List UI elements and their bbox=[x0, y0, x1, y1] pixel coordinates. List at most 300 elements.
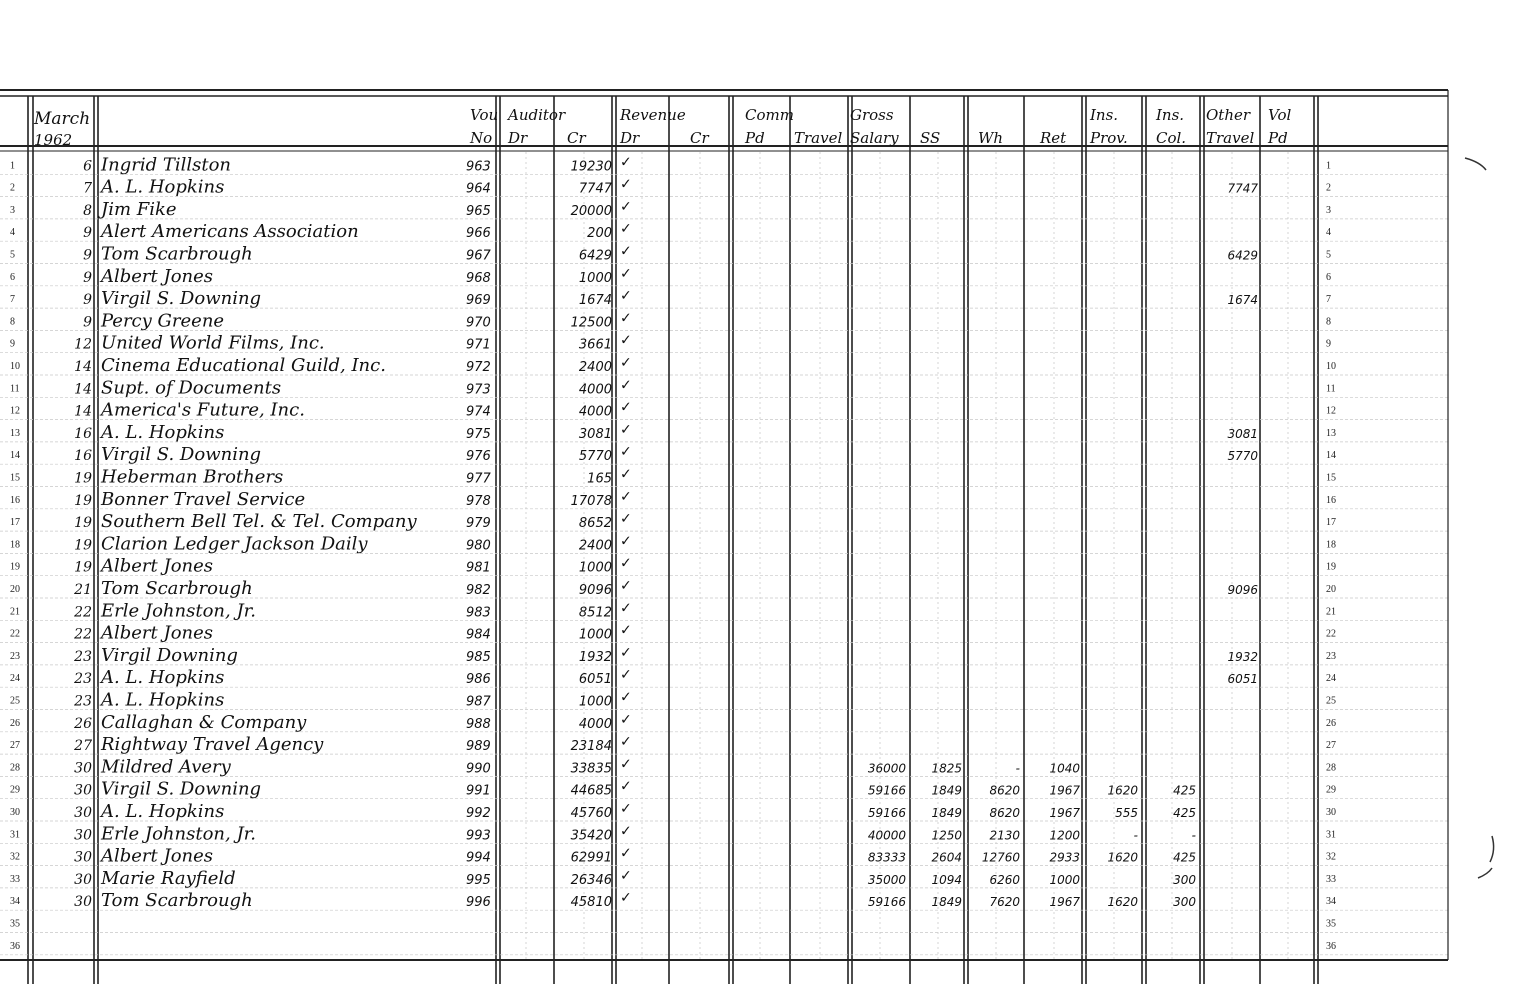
row-auditor-cr: 6051 bbox=[578, 672, 612, 688]
row-day: 9 bbox=[83, 247, 92, 264]
line-number-right: 9 bbox=[1326, 338, 1331, 350]
row-voucher: 963 bbox=[466, 159, 491, 175]
line-number-left: 33 bbox=[10, 873, 20, 885]
row-checkmark: ✓ bbox=[620, 488, 632, 505]
row-voucher: 986 bbox=[466, 672, 491, 688]
row-checkmark: ✓ bbox=[620, 667, 632, 684]
line-number-right: 12 bbox=[1326, 405, 1336, 417]
row-gross: 59166 bbox=[867, 783, 906, 798]
column-header-top-vou_no: Vou bbox=[470, 106, 499, 124]
row-voucher: 993 bbox=[466, 828, 491, 844]
row-checkmark: ✓ bbox=[620, 801, 632, 817]
row-voucher: 964 bbox=[466, 181, 491, 197]
row-auditor-cr: 8652 bbox=[578, 516, 612, 532]
row-checkmark: ✓ bbox=[620, 533, 632, 550]
row-voucher: 982 bbox=[466, 583, 491, 598]
row-day: 30 bbox=[74, 827, 92, 844]
row-checkmark: ✓ bbox=[620, 332, 632, 349]
row-auditor-cr: 1000 bbox=[578, 270, 612, 286]
row-ins-prov: - bbox=[1133, 828, 1138, 843]
line-number-left: 19 bbox=[10, 561, 20, 573]
column-header-bottom-aud_dr: Dr bbox=[508, 129, 528, 147]
line-number-right: 1 bbox=[1326, 160, 1331, 172]
row-auditor-cr: 4000 bbox=[578, 404, 612, 420]
row-checkmark: ✓ bbox=[620, 377, 632, 394]
row-other: 7747 bbox=[1227, 181, 1258, 196]
row-payee: America's Future, Inc. bbox=[101, 399, 305, 421]
row-checkmark: ✓ bbox=[620, 421, 632, 438]
line-number-left: 4 bbox=[10, 227, 15, 239]
row-checkmark: ✓ bbox=[620, 176, 632, 193]
row-day: 30 bbox=[74, 894, 92, 911]
row-ins-col: 425 bbox=[1173, 850, 1196, 865]
row-ss: 1825 bbox=[931, 761, 962, 776]
row-auditor-cr: 200 bbox=[587, 226, 612, 242]
row-voucher: 973 bbox=[466, 382, 491, 398]
line-number-right: 5 bbox=[1326, 249, 1331, 261]
row-voucher: 966 bbox=[466, 226, 491, 242]
row-ins-prov: 1620 bbox=[1107, 895, 1138, 910]
column-header-bottom-rev_cr: Cr bbox=[690, 129, 709, 147]
row-voucher: 974 bbox=[466, 404, 491, 420]
row-checkmark: ✓ bbox=[620, 823, 632, 840]
row-voucher: 979 bbox=[466, 516, 491, 532]
row-voucher: 965 bbox=[466, 203, 491, 219]
row-day: 27 bbox=[74, 738, 92, 755]
row-voucher: 970 bbox=[466, 315, 491, 331]
line-number-left: 31 bbox=[10, 829, 20, 841]
row-voucher: 975 bbox=[466, 426, 491, 442]
row-day: 16 bbox=[74, 448, 92, 465]
row-checkmark: ✓ bbox=[620, 689, 632, 706]
column-header-top-comm_pd: Comm bbox=[745, 106, 794, 124]
row-gross: 40000 bbox=[867, 828, 906, 843]
column-header-top-rev_dr: Revenue bbox=[620, 106, 686, 124]
row-ret: 1000 bbox=[1049, 872, 1080, 887]
row-auditor-cr: 23184 bbox=[570, 739, 612, 755]
row-auditor-cr: 45760 bbox=[570, 806, 612, 821]
line-number-left: 23 bbox=[10, 650, 20, 662]
line-number-right: 6 bbox=[1326, 271, 1331, 283]
line-number-left: 12 bbox=[10, 405, 20, 417]
row-auditor-cr: 7747 bbox=[578, 181, 612, 197]
row-auditor-cr: 1000 bbox=[578, 694, 612, 710]
row-checkmark: ✓ bbox=[620, 622, 632, 639]
row-payee: Tom Scarbrough bbox=[101, 578, 253, 599]
row-auditor-cr: 6429 bbox=[578, 248, 612, 264]
row-payee: Ingrid Tillston bbox=[101, 154, 232, 176]
row-other: 6051 bbox=[1227, 672, 1258, 687]
row-payee: Virgil S. Downing bbox=[101, 288, 262, 310]
row-day: 23 bbox=[74, 648, 92, 665]
row-checkmark: ✓ bbox=[620, 600, 632, 617]
row-checkmark: ✓ bbox=[620, 444, 632, 461]
row-payee: Albert Jones bbox=[101, 845, 214, 867]
line-number-right: 22 bbox=[1326, 628, 1336, 640]
column-header-top-other_travel: Other bbox=[1206, 106, 1251, 124]
line-number-right: 32 bbox=[1326, 851, 1336, 863]
row-day: 8 bbox=[83, 202, 92, 219]
line-number-left: 11 bbox=[10, 383, 20, 395]
row-payee: Virgil S. Downing bbox=[101, 778, 262, 800]
column-header-bottom-comm_pd: Pd bbox=[745, 129, 765, 147]
row-voucher: 969 bbox=[466, 293, 491, 309]
row-ss: 1849 bbox=[931, 895, 962, 910]
row-other: 1674 bbox=[1227, 293, 1258, 308]
row-checkmark: ✓ bbox=[620, 355, 632, 371]
row-payee: Cinema Educational Guild, Inc. bbox=[101, 355, 386, 376]
row-day: 14 bbox=[74, 381, 92, 398]
row-checkmark: ✓ bbox=[620, 221, 632, 238]
row-voucher: 995 bbox=[466, 872, 491, 888]
line-number-left: 14 bbox=[10, 450, 20, 462]
row-auditor-cr: 33835 bbox=[570, 761, 612, 777]
line-number-left: 29 bbox=[10, 784, 20, 796]
row-day: 14 bbox=[74, 403, 92, 420]
row-voucher: 981 bbox=[466, 560, 491, 576]
row-payee: A. L. Hopkins bbox=[101, 689, 225, 711]
row-wh: 12760 bbox=[981, 850, 1020, 865]
row-auditor-cr: 20000 bbox=[570, 203, 612, 219]
line-number-left: 5 bbox=[10, 249, 15, 261]
line-number-left: 15 bbox=[10, 472, 20, 484]
row-voucher: 991 bbox=[466, 783, 491, 799]
row-checkmark: ✓ bbox=[620, 265, 632, 282]
row-day: 21 bbox=[74, 582, 92, 598]
line-number-left: 25 bbox=[10, 695, 20, 707]
row-day: 23 bbox=[74, 671, 92, 688]
row-wh: 8620 bbox=[989, 806, 1020, 820]
row-ins-col: - bbox=[1191, 828, 1196, 843]
row-payee: Mildred Avery bbox=[101, 756, 231, 778]
column-header-top-gross_salary: Gross bbox=[850, 106, 894, 124]
row-checkmark: ✓ bbox=[620, 243, 632, 260]
row-voucher: 987 bbox=[466, 694, 491, 710]
line-number-right: 16 bbox=[1326, 494, 1336, 506]
row-checkmark: ✓ bbox=[620, 711, 632, 728]
row-voucher: 977 bbox=[466, 471, 491, 487]
column-header-top-aud_dr: Auditor bbox=[508, 106, 566, 124]
column-header-bottom-ret: Ret bbox=[1040, 129, 1067, 147]
column-header-bottom-rev_dr: Dr bbox=[620, 129, 640, 147]
row-voucher: 996 bbox=[466, 895, 491, 911]
line-number-right: 2 bbox=[1326, 182, 1331, 194]
column-header-bottom-ins_prov: Prov. bbox=[1090, 129, 1128, 147]
row-payee: Jim Fike bbox=[101, 198, 177, 220]
row-gross: 59166 bbox=[867, 895, 906, 910]
month-label: March bbox=[34, 109, 91, 129]
row-payee: A. L. Hopkins bbox=[101, 667, 225, 689]
row-auditor-cr: 17078 bbox=[570, 493, 612, 509]
row-voucher: 978 bbox=[466, 493, 491, 509]
row-day: 19 bbox=[74, 537, 92, 554]
row-payee: Virgil Downing bbox=[101, 644, 238, 666]
row-voucher: 994 bbox=[466, 850, 491, 866]
row-voucher: 967 bbox=[466, 248, 491, 264]
row-checkmark: ✓ bbox=[620, 756, 632, 773]
row-payee: Albert Jones bbox=[101, 265, 214, 287]
line-number-right: 24 bbox=[1326, 673, 1336, 685]
row-wh: 6260 bbox=[989, 872, 1020, 887]
line-number-right: 27 bbox=[1326, 740, 1336, 752]
row-day: 23 bbox=[74, 693, 92, 710]
row-auditor-cr: 5770 bbox=[578, 449, 612, 465]
line-number-right: 15 bbox=[1326, 472, 1336, 484]
line-number-right: 8 bbox=[1326, 316, 1331, 328]
row-auditor-cr: 3081 bbox=[578, 426, 612, 442]
line-number-left: 6 bbox=[10, 271, 15, 283]
row-checkmark: ✓ bbox=[620, 198, 632, 215]
line-number-left: 21 bbox=[10, 606, 20, 618]
row-day: 9 bbox=[83, 225, 92, 242]
row-payee: Erle Johnston, Jr. bbox=[101, 600, 257, 622]
row-ret: 1967 bbox=[1049, 895, 1080, 910]
row-auditor-cr: 8512 bbox=[578, 605, 612, 621]
line-number-left: 9 bbox=[10, 338, 15, 350]
row-day: 7 bbox=[83, 180, 92, 197]
row-checkmark: ✓ bbox=[620, 555, 632, 572]
row-payee: Tom Scarbrough bbox=[101, 890, 253, 912]
row-checkmark: ✓ bbox=[620, 845, 632, 862]
row-auditor-cr: 44685 bbox=[570, 783, 612, 799]
row-day: 22 bbox=[74, 626, 92, 643]
row-day: 14 bbox=[74, 359, 92, 375]
row-day: 30 bbox=[74, 782, 92, 799]
row-other: 6429 bbox=[1227, 248, 1258, 263]
row-ss: 1849 bbox=[931, 806, 962, 820]
row-day: 16 bbox=[74, 425, 92, 442]
row-voucher: 980 bbox=[466, 538, 491, 554]
row-checkmark: ✓ bbox=[620, 154, 632, 171]
line-number-left: 28 bbox=[10, 762, 20, 774]
row-day: 26 bbox=[74, 715, 92, 732]
row-payee: A. L. Hopkins bbox=[101, 421, 225, 443]
row-payee: Alert Americans Association bbox=[101, 221, 359, 243]
year-label: 1962 bbox=[34, 131, 73, 149]
line-number-left: 17 bbox=[10, 517, 20, 529]
row-payee: A. L. Hopkins bbox=[101, 176, 225, 198]
row-payee: Supt. of Documents bbox=[101, 377, 282, 399]
row-day: 9 bbox=[83, 314, 92, 331]
row-wh: 8620 bbox=[989, 783, 1020, 798]
line-number-right: 17 bbox=[1326, 517, 1336, 529]
column-header-bottom-vou_no: No bbox=[470, 129, 493, 147]
line-number-left: 32 bbox=[10, 851, 20, 863]
row-checkmark: ✓ bbox=[620, 399, 632, 416]
line-number-left: 2 bbox=[10, 182, 15, 194]
row-auditor-cr: 1000 bbox=[578, 627, 612, 643]
line-number-right: 14 bbox=[1326, 450, 1336, 462]
line-number-right: 10 bbox=[1326, 361, 1336, 372]
line-number-left: 26 bbox=[10, 717, 20, 729]
row-checkmark: ✓ bbox=[620, 288, 632, 305]
row-ret: 1967 bbox=[1049, 783, 1080, 798]
row-ret: 1200 bbox=[1049, 828, 1080, 843]
row-voucher: 990 bbox=[466, 761, 491, 777]
row-voucher: 989 bbox=[466, 739, 491, 755]
line-number-left: 30 bbox=[10, 807, 20, 818]
row-other: 9096 bbox=[1227, 583, 1258, 597]
column-header-bottom-comm_travel: Travel bbox=[794, 129, 843, 147]
row-wh: 2130 bbox=[989, 828, 1020, 843]
line-number-right: 18 bbox=[1326, 539, 1336, 551]
row-day: 22 bbox=[74, 604, 92, 621]
row-voucher: 971 bbox=[466, 337, 491, 353]
column-header-top-vol_pd: Vol bbox=[1268, 106, 1292, 124]
line-number-left: 27 bbox=[10, 740, 20, 752]
row-auditor-cr: 1674 bbox=[578, 293, 612, 309]
row-auditor-cr: 62991 bbox=[570, 850, 612, 866]
line-number-right: 20 bbox=[1326, 584, 1336, 595]
row-voucher: 983 bbox=[466, 605, 491, 621]
row-checkmark: ✓ bbox=[620, 310, 632, 327]
row-payee: Albert Jones bbox=[101, 555, 214, 577]
row-ins-col: 425 bbox=[1173, 806, 1196, 820]
row-gross: 83333 bbox=[867, 850, 906, 865]
row-day: 19 bbox=[74, 492, 92, 509]
row-payee: Heberman Brothers bbox=[101, 466, 284, 488]
line-number-left: 7 bbox=[10, 294, 15, 306]
row-voucher: 976 bbox=[466, 449, 491, 465]
row-other: 5770 bbox=[1227, 449, 1258, 464]
column-header-bottom-wh: Wh bbox=[978, 129, 1004, 147]
column-header-bottom-ss: SS bbox=[920, 129, 941, 147]
row-payee: Percy Greene bbox=[101, 310, 225, 332]
row-auditor-cr: 1932 bbox=[578, 649, 612, 665]
line-number-right: 7 bbox=[1326, 294, 1331, 306]
row-checkmark: ✓ bbox=[620, 511, 632, 528]
column-header-bottom-gross_salary: Salary bbox=[850, 129, 899, 147]
line-number-right: 33 bbox=[1326, 873, 1336, 885]
row-ret: 1967 bbox=[1049, 806, 1080, 820]
row-voucher: 985 bbox=[466, 649, 491, 665]
row-voucher: 992 bbox=[466, 806, 491, 821]
row-payee: Erle Johnston, Jr. bbox=[101, 823, 257, 845]
column-header-top-ins_col: Ins. bbox=[1156, 106, 1185, 124]
row-payee: Virgil S. Downing bbox=[101, 444, 262, 466]
line-number-left: 13 bbox=[10, 427, 20, 439]
row-day: 19 bbox=[74, 515, 92, 532]
line-number-right: 26 bbox=[1326, 717, 1336, 729]
row-day: 30 bbox=[74, 871, 92, 888]
row-voucher: 972 bbox=[466, 360, 491, 375]
row-ins-col: 300 bbox=[1173, 895, 1196, 910]
line-number-left: 1 bbox=[10, 160, 15, 172]
line-number-right: 3 bbox=[1326, 204, 1331, 216]
row-auditor-cr: 26346 bbox=[570, 872, 612, 888]
row-ss: 1094 bbox=[931, 872, 962, 887]
line-number-right: 35 bbox=[1326, 918, 1336, 930]
row-auditor-cr: 3661 bbox=[578, 337, 612, 353]
line-number-left: 22 bbox=[10, 628, 20, 640]
row-ins-prov: 1620 bbox=[1107, 850, 1138, 865]
row-day: 6 bbox=[83, 158, 92, 175]
row-other: 1932 bbox=[1227, 649, 1258, 664]
row-ss: 2604 bbox=[931, 850, 962, 865]
row-ins-prov: 555 bbox=[1115, 806, 1138, 820]
row-checkmark: ✓ bbox=[620, 867, 632, 884]
line-number-left: 34 bbox=[10, 896, 20, 908]
line-number-left: 3 bbox=[10, 204, 15, 216]
row-day: 9 bbox=[83, 269, 92, 286]
row-gross: 59166 bbox=[867, 806, 906, 820]
row-auditor-cr: 165 bbox=[587, 471, 612, 487]
row-checkmark: ✓ bbox=[620, 644, 632, 661]
line-number-left: 18 bbox=[10, 539, 20, 551]
row-checkmark: ✓ bbox=[620, 778, 632, 795]
line-number-right: 30 bbox=[1326, 807, 1336, 818]
row-day: 19 bbox=[74, 559, 92, 576]
row-auditor-cr: 4000 bbox=[578, 382, 612, 398]
row-payee: Rightway Travel Agency bbox=[101, 734, 324, 756]
row-auditor-cr: 4000 bbox=[578, 716, 612, 732]
column-header-bottom-other_travel: Travel bbox=[1206, 129, 1255, 147]
line-number-right: 36 bbox=[1326, 940, 1336, 952]
line-number-right: 13 bbox=[1326, 427, 1336, 439]
row-payee: A. L. Hopkins bbox=[101, 801, 225, 822]
row-auditor-cr: 2400 bbox=[578, 360, 612, 375]
line-number-right: 4 bbox=[1326, 227, 1331, 239]
row-auditor-cr: 12500 bbox=[570, 315, 612, 331]
line-number-right: 23 bbox=[1326, 650, 1336, 662]
row-ss: 1849 bbox=[931, 783, 962, 798]
row-checkmark: ✓ bbox=[620, 466, 632, 483]
column-header-top-ins_prov: Ins. bbox=[1090, 106, 1119, 124]
line-number-right: 31 bbox=[1326, 829, 1336, 841]
row-checkmark: ✓ bbox=[620, 578, 632, 594]
row-gross: 35000 bbox=[867, 872, 906, 887]
column-header-bottom-ins_col: Col. bbox=[1156, 129, 1187, 147]
row-payee: Bonner Travel Service bbox=[101, 488, 306, 510]
line-number-right: 21 bbox=[1326, 606, 1336, 618]
line-number-left: 35 bbox=[10, 918, 20, 930]
row-ret: 2933 bbox=[1049, 850, 1080, 865]
row-day: 30 bbox=[74, 849, 92, 866]
line-number-right: 34 bbox=[1326, 896, 1336, 908]
row-auditor-cr: 45810 bbox=[570, 895, 612, 911]
line-number-left: 8 bbox=[10, 316, 15, 328]
row-wh: 7620 bbox=[989, 895, 1020, 910]
row-auditor-cr: 19230 bbox=[570, 159, 612, 175]
row-payee: Marie Rayfield bbox=[101, 867, 236, 889]
line-number-right: 28 bbox=[1326, 762, 1336, 774]
row-auditor-cr: 1000 bbox=[578, 560, 612, 576]
row-day: 12 bbox=[74, 336, 92, 353]
row-payee: Southern Bell Tel. & Tel. Company bbox=[101, 511, 417, 533]
row-payee: Clarion Ledger Jackson Daily bbox=[101, 533, 368, 555]
row-ins-prov: 1620 bbox=[1107, 783, 1138, 798]
line-number-left: 10 bbox=[10, 361, 20, 372]
row-ins-col: 300 bbox=[1173, 872, 1196, 887]
row-auditor-cr: 9096 bbox=[578, 583, 612, 598]
row-other: 3081 bbox=[1227, 426, 1258, 441]
row-checkmark: ✓ bbox=[620, 734, 632, 751]
row-voucher: 968 bbox=[466, 270, 491, 286]
row-payee: Albert Jones bbox=[101, 622, 214, 644]
line-number-left: 20 bbox=[10, 584, 20, 595]
line-number-left: 16 bbox=[10, 494, 20, 506]
row-auditor-cr: 35420 bbox=[570, 828, 612, 844]
row-day: 19 bbox=[74, 470, 92, 487]
row-ret: 1040 bbox=[1049, 761, 1080, 776]
line-number-right: 11 bbox=[1326, 383, 1336, 395]
row-checkmark: ✓ bbox=[620, 890, 632, 907]
row-wh: - bbox=[1015, 761, 1020, 776]
line-number-right: 25 bbox=[1326, 695, 1336, 707]
row-payee: Callaghan & Company bbox=[101, 711, 307, 733]
line-number-left: 36 bbox=[10, 940, 20, 952]
column-header-bottom-aud_cr: Cr bbox=[567, 129, 586, 147]
